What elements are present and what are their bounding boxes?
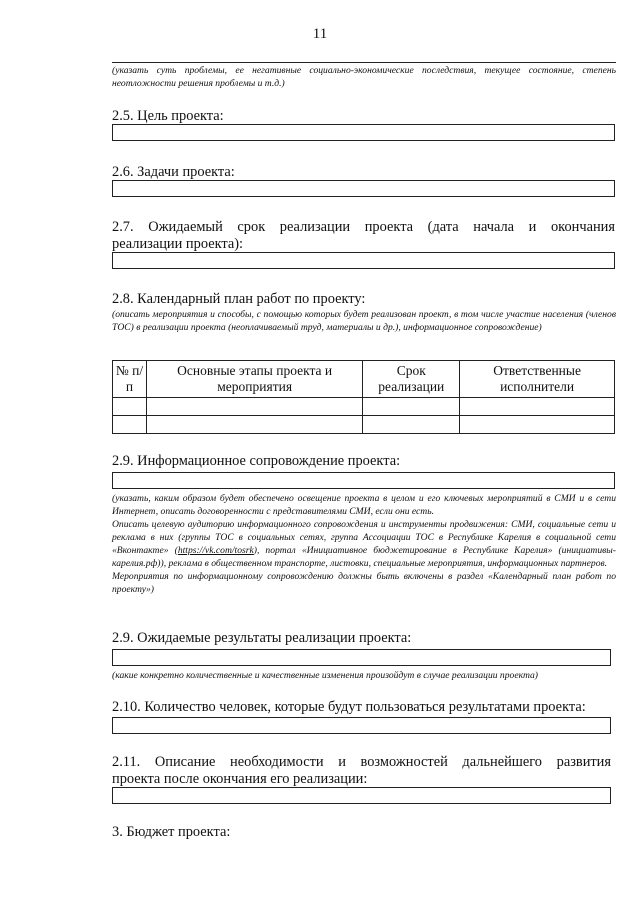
- section-2-10-title: 2.10. Количество человек, которые будут пользоваться результатами проекта:: [112, 699, 586, 715]
- section-2-7-title: 2.7. Ожидаемый срок реализации проекта (дата начала и окончания: [112, 219, 615, 235]
- timeline-field[interactable]: [112, 252, 615, 269]
- table-cell[interactable]: [460, 398, 615, 416]
- top-rule: [112, 62, 616, 63]
- table-cell[interactable]: [363, 398, 460, 416]
- table-cell[interactable]: [113, 398, 147, 416]
- table-header-row: [113, 361, 615, 398]
- table-cell[interactable]: [146, 416, 362, 434]
- table-cell[interactable]: [146, 398, 362, 416]
- section-2-5-title: 2.5. Цель проекта:: [112, 108, 224, 124]
- calendar-plan-table: [112, 360, 615, 434]
- table-row: [113, 416, 615, 434]
- tasks-field[interactable]: [112, 180, 615, 197]
- section-2-7-title-cont: реализации проекта):: [112, 236, 244, 252]
- calendar-plan-note: (описать мероприятия и способы, с помощью которых будет реализован проект, в том числе участие населения (членов ТОС) в реализации проекта (неоплачиваемый труд, материалы и др.), информационное сопровождение): [112, 309, 616, 333]
- col-responsible-header: Ответственные исполнители: [460, 361, 615, 398]
- table-cell[interactable]: [363, 416, 460, 434]
- col-number-header: № п/п: [113, 361, 147, 398]
- info-note-p1: (указать, каким образом будет обеспечено освещение проекта в целом и его ключевых мероприятий в СМИ и в сети Интернет, описать договоренности с представителями СМИ, если они есть.: [112, 493, 616, 517]
- info-note-p3: Мероприятия по информационному сопровождению должны быть включены в раздел «Календарный план работ по проекту»): [112, 571, 616, 595]
- info-support-field[interactable]: [112, 472, 615, 489]
- info-note-p2-b: ), портал «Инициативное бюджетирование в Республике Карелия» (инициативы-карелия.рф)), реклама в общественном транспорте, листовки, специальные мероприятия, информационных партнеров.: [112, 545, 616, 569]
- col-stages-header: Основные этапы проекта и мероприятия: [146, 361, 362, 398]
- table-row: [113, 398, 615, 416]
- table-cell[interactable]: [113, 416, 147, 434]
- page-number: 11: [312, 26, 328, 42]
- people-count-field[interactable]: [112, 717, 611, 734]
- section-2-8-title: 2.8. Календарный план работ по проекту:: [112, 291, 366, 307]
- goal-field[interactable]: [112, 124, 615, 141]
- section-2-11-title-cont: проекта после окончания его реализации:: [112, 771, 368, 787]
- results-note: (какие конкретно количественные и качественные изменения произойдут в случае реализации проекта): [112, 670, 538, 681]
- info-note-p2-a: Описать целевую аудиторию информационного сопровождения и инструменты продвижения: СМИ, социальные сети и реклама в них (группы ТОС в социальных сетях, группа Ассоциации ТОС в Республике Карелия в социальной сети «Вконтакте» (: [112, 519, 616, 556]
- problem-note: (указать суть проблемы, ее негативные социально-экономические последствия, текущее состояние, степень неотложности решения проблемы и т.д.): [112, 65, 616, 89]
- section-3-title: 3. Бюджет проекта:: [112, 824, 231, 840]
- section-2-6-title: 2.6. Задачи проекта:: [112, 164, 235, 180]
- development-field[interactable]: [112, 787, 611, 804]
- vk-link[interactable]: https://vk.com/tosrk: [177, 545, 254, 556]
- col-term-header: Срок реализации: [363, 361, 460, 398]
- section-2-9-results-title: 2.9. Ожидаемые результаты реализации проекта:: [112, 630, 412, 646]
- info-support-note: [112, 492, 616, 596]
- info-note-p2: [112, 518, 616, 570]
- section-2-9-info-title: 2.9. Информационное сопровождение проекта:: [112, 453, 401, 469]
- section-2-11-title: 2.11. Описание необходимости и возможностей дальнейшего развития: [112, 754, 611, 770]
- results-field[interactable]: [112, 649, 611, 666]
- table-cell[interactable]: [460, 416, 615, 434]
